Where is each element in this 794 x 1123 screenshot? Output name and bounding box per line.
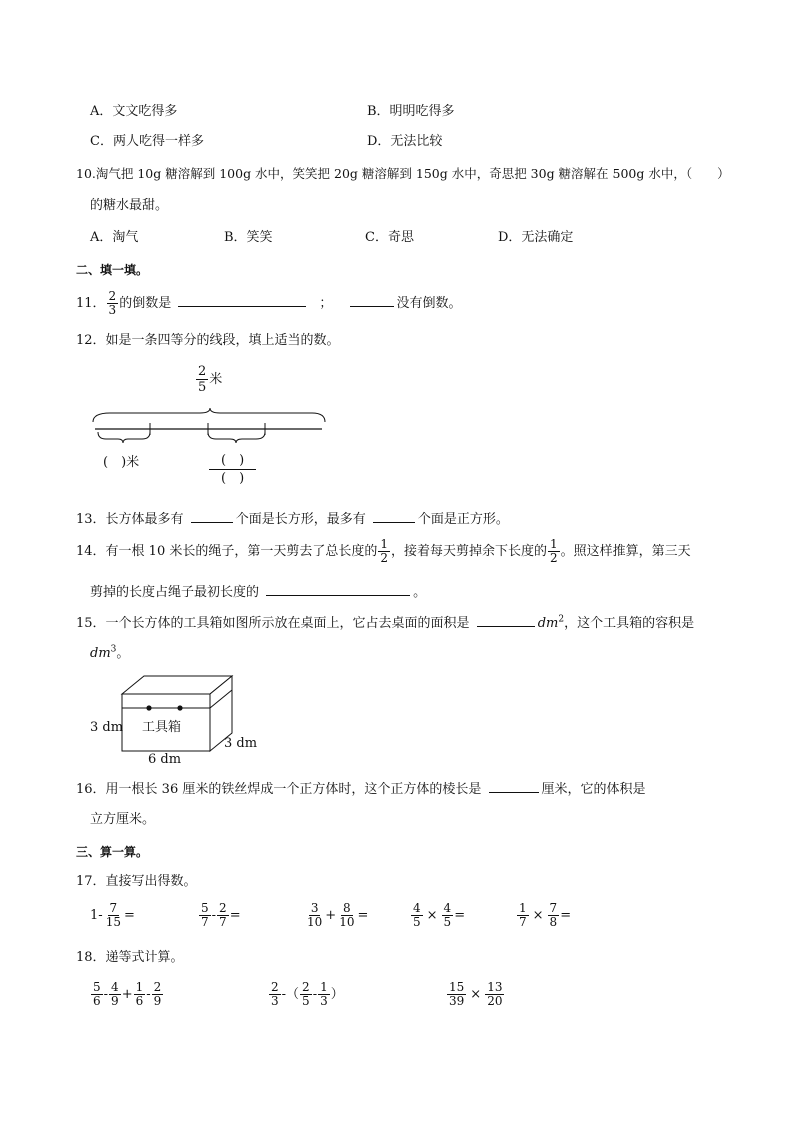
- toolbox-depth-label: 3 dm: [224, 736, 258, 751]
- q17-text: 17．直接写出得数。: [76, 874, 197, 889]
- q9-option-a: A．文文吃得多: [90, 104, 178, 119]
- q13-answer-blank-1[interactable]: [191, 510, 233, 523]
- q17-expr-5: $\frac{1}{7}$ × $\frac{7}{8}$ =: [519, 901, 572, 929]
- question-16-line2: 立方厘米。: [90, 812, 156, 827]
- question-14-line2: 剪掉的长度占绳子最初长度的 。: [90, 585, 427, 600]
- q10-option-a: A．淘气: [90, 230, 139, 245]
- q12-segment-diagram: [90, 408, 330, 458]
- q12-left-brace: [98, 432, 150, 443]
- q17-expr-4: $\frac{4}{5}$ × $\frac{4}{5}$ =: [413, 901, 466, 929]
- section-2-heading: 二、填一填。: [76, 263, 149, 277]
- q10-option-b: B．笑笑: [224, 230, 273, 245]
- q17-expr-2: $\frac{5}{7}$ - $\frac{2}{7}$ =: [201, 901, 241, 929]
- q11-number: 11．: [76, 296, 106, 311]
- q12-right-brace: [208, 432, 265, 443]
- q18-expr-2: $\frac{2}{3}$ -（ $\frac{2}{5}$ - $\frac{1}{3}$ ）: [271, 980, 344, 1008]
- question-13: 13．长方体最多有 个面是长方形，最多有 个面是正方形。: [76, 512, 509, 527]
- q12-text: 12．如是一条四等分的线段，填上适当的数。: [76, 333, 340, 348]
- q14-answer-blank[interactable]: [266, 583, 410, 596]
- q11-answer-blank-1[interactable]: [178, 294, 306, 307]
- q11-fraction: $\frac{2}{3}$: [108, 289, 117, 317]
- q9-option-b: B．明明吃得多: [367, 104, 455, 119]
- q9-option-d: D．无法比较: [367, 134, 443, 149]
- q12-left-label: ( )米: [103, 455, 140, 470]
- toolbox-height-label: 3 dm: [90, 720, 124, 735]
- toolbox-latch-right: [177, 705, 182, 710]
- toolbox-label: 工具箱: [142, 720, 182, 735]
- toolbox-latch-left: [146, 705, 151, 710]
- question-15-line2: $dm^3$。: [90, 644, 130, 661]
- q18-expr-3: $\frac{15}{39}$ × $\frac{13}{20}$: [449, 980, 503, 1008]
- q18-text: 18．递等式计算。: [76, 950, 184, 965]
- q12-top-brace: [93, 408, 325, 422]
- section-3-heading: 三、算一算。: [76, 845, 149, 859]
- question-15-line1: 15．一个长方体的工具箱如图所示放在桌面上，它占去桌面的面积是 $dm^2$，这个工具箱的容积是: [76, 614, 695, 631]
- toolbox-length-label: 6 dm: [148, 752, 182, 767]
- q17-expr-3: $\frac{3}{10}$ + $\frac{8}{10}$ =: [307, 901, 369, 929]
- q9-option-c: C．两人吃得一样多: [90, 134, 204, 149]
- q11-answer-blank-2[interactable]: [350, 294, 394, 307]
- q10-option-c: C．奇思: [365, 230, 414, 245]
- q16-answer-blank-edge[interactable]: [489, 780, 539, 793]
- q13-answer-blank-2[interactable]: [373, 510, 415, 523]
- q12-top-label: $\frac{2}{5}$ 米: [198, 364, 223, 395]
- q18-expr-1: $\frac{5}{6}$ - $\frac{4}{9}$ + $\frac{1}{6}$ - $\frac{2}{9}$: [93, 980, 162, 1008]
- q10-line2: 的糖水最甜。: [90, 198, 169, 213]
- question-16-line1: 16．用一根长 36 厘米的铁丝焊成一个正方体时，这个正方体的棱长是 厘米，它的体积是: [76, 782, 646, 797]
- q10-line1: 10.淘气把 10g 糖溶解到 100g 水中，笑笑把 20g 糖溶解到 150g 水中，奇思把 30g 糖溶解在 500g 水中，（ ）: [76, 166, 730, 181]
- q15-answer-blank-area[interactable]: [477, 614, 535, 627]
- q17-expr-1: 1- $\frac{7}{15}$ =: [90, 901, 135, 929]
- q12-right-fraction: $\frac{( )}{( )}$: [208, 452, 257, 487]
- question-11: 11． $\frac{2}{3}$ 的倒数是 ； 没有倒数。: [76, 289, 462, 317]
- question-14-line1: 14．有一根 10 米长的绳子，第一天剪去了总长度的 $\frac{1}{2}$ ，接着每天剪掉余下长度的 $\frac{1}{2}$ 。照这样推算，第三天: [76, 537, 691, 565]
- q10-option-d: D．无法确定: [498, 230, 574, 245]
